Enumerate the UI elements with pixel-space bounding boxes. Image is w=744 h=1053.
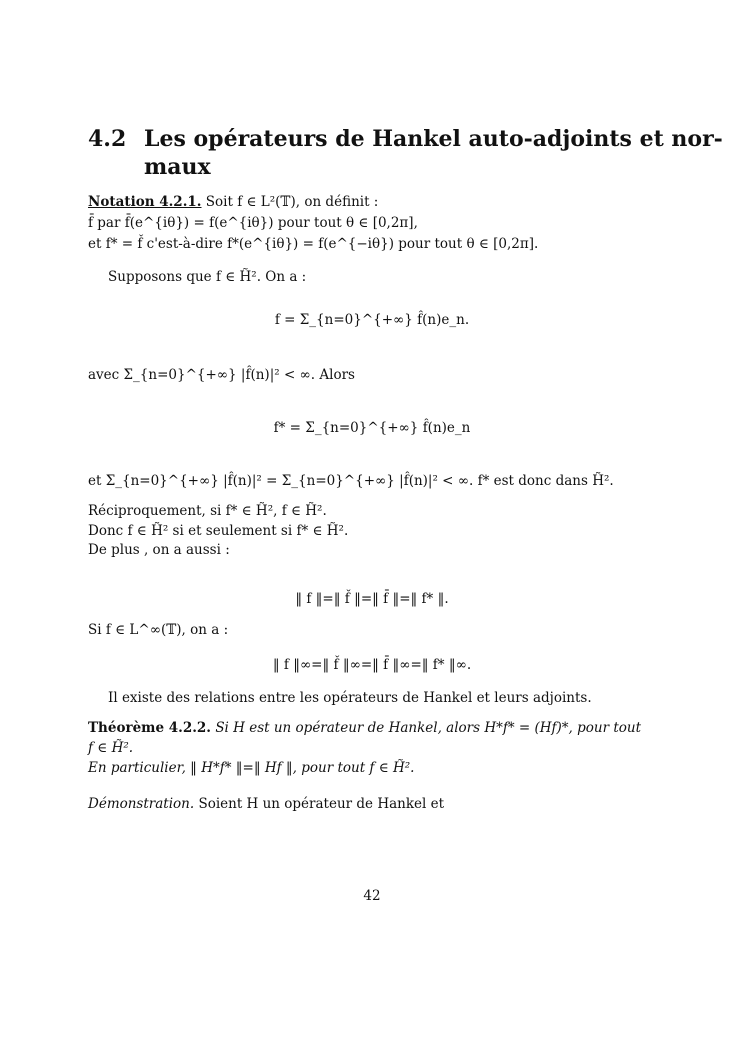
page-number: 42 xyxy=(363,888,381,904)
proof-text: Soient H un opérateur de Hankel et xyxy=(198,796,445,812)
de-plus-line: De plus , on a aussi : xyxy=(88,542,230,558)
notation-line1: f̄ par f̄(e^{iθ}) = f(e^{iθ}) pour tout θ ∈ [0,2π], xyxy=(88,215,418,231)
notation-intro: Soit f ∈ L²(𝕋), on définit : xyxy=(205,194,379,210)
proof-label: Démonstration. xyxy=(88,796,195,812)
equation-infinity-norms: ‖ f ‖∞=‖ f̌ ‖∞=‖ f̄ ‖∞=‖ f* ‖∞. xyxy=(272,657,472,673)
notation-label: Notation 4.2.1. xyxy=(88,194,202,210)
section-number: 4.2 xyxy=(88,126,127,152)
paragraph-supposons: Supposons que f ∈ H̃². On a : xyxy=(108,269,307,285)
theorem-text1: Si H est un opérateur de Hankel, alors H*f* = (Hf)*, pour tout xyxy=(215,720,642,736)
theorem-first-line xyxy=(88,720,641,736)
notation-first-line xyxy=(88,194,378,210)
donc-line: Donc f ∈ H̃² si et seulement si f* ∈ H̃². xyxy=(88,523,349,539)
theorem-text2: f ∈ H̃². xyxy=(88,740,134,756)
theorem-text3: En particulier, ‖ H*f* ‖=‖ Hf ‖, pour tout f ∈ H̃². xyxy=(88,760,415,776)
equation-fstar-series: f* = Σ_{n=0}^{+∞} f̂(n)e_n xyxy=(273,420,471,436)
avec-line: avec Σ_{n=0}^{+∞} |f̂(n)|² < ∞. Alors xyxy=(88,367,355,383)
si-line: Si f ∈ L^∞(𝕋), on a : xyxy=(88,622,229,638)
et-line: et Σ_{n=0}^{+∞} |f̂(n)|² = Σ_{n=0}^{+∞} |f̂(n)|² < ∞. f* est donc dans H̃². xyxy=(88,473,614,489)
proof-line xyxy=(88,796,444,812)
section-title-line2: maux xyxy=(144,154,211,180)
notation-line2: et f* = f̌ c'est-à-dire f*(e^{iθ}) = f(e^{−iθ}) pour tout θ ∈ [0,2π]. xyxy=(88,236,539,252)
paragraph-il-existe: Il existe des relations entre les opérateurs de Hankel et leurs adjoints. xyxy=(108,690,592,706)
section-title-line1: Les opérateurs de Hankel auto-adjoints et nor- xyxy=(144,126,723,152)
theorem-label: Théorème 4.2.2. xyxy=(88,720,212,736)
equation-f-series: f = Σ_{n=0}^{+∞} f̂(n)e_n. xyxy=(274,312,470,328)
equation-norms: ‖ f ‖=‖ f̌ ‖=‖ f̄ ‖=‖ f* ‖. xyxy=(295,591,449,607)
reciproque-line: Réciproquement, si f* ∈ H̃², f ∈ H̃². xyxy=(88,503,327,519)
